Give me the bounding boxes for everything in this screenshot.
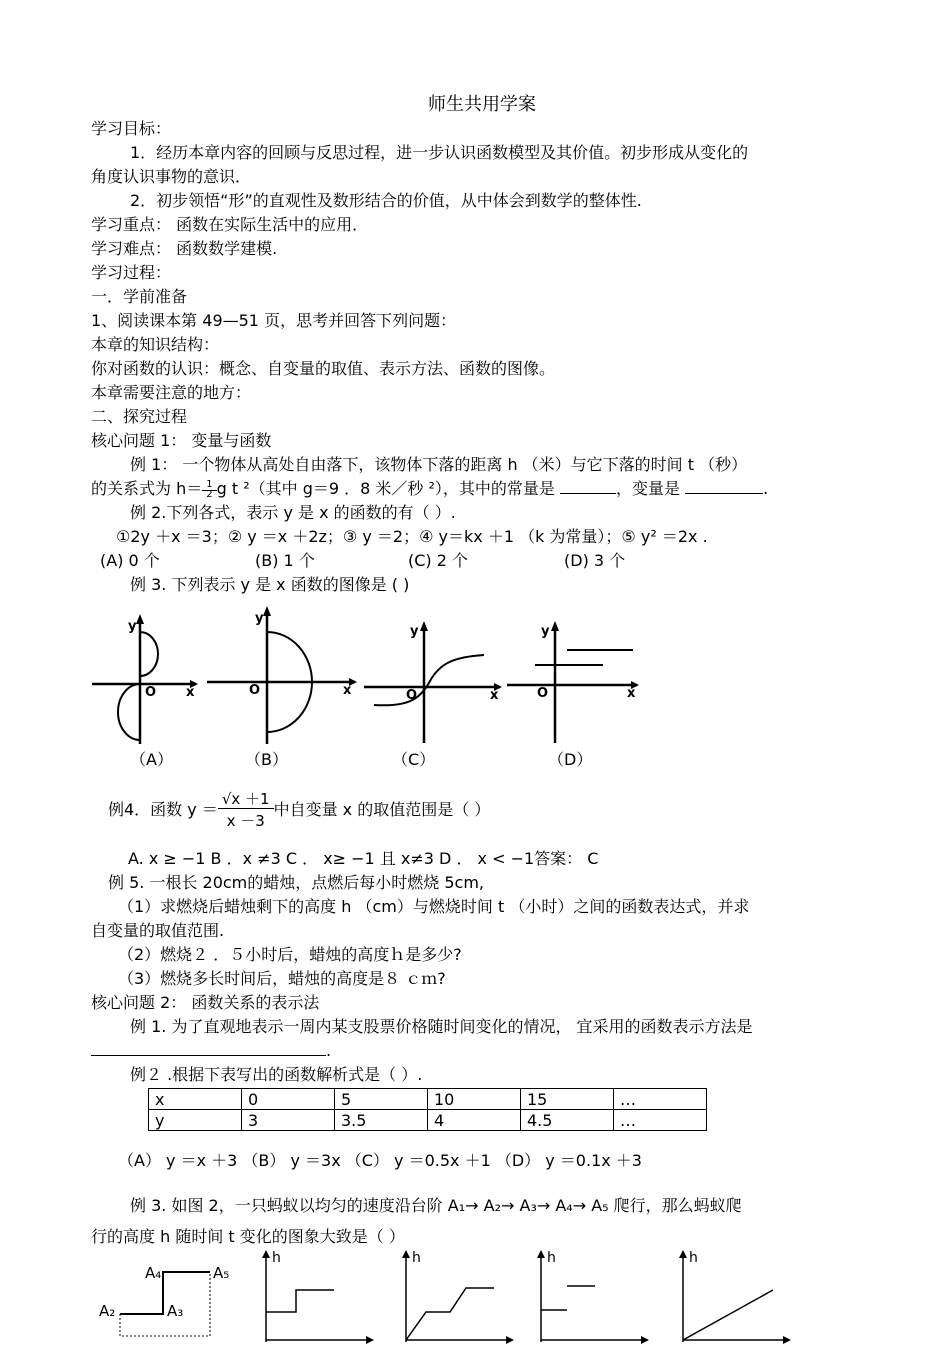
table-cell: 3.5: [335, 1110, 428, 1131]
value-table: [148, 1088, 707, 1131]
h-graph-b-label: h: [412, 1250, 421, 1266]
section-2-heading: 二、探究过程: [91, 407, 188, 426]
example-5-q1-b: 自变量的取值范围.: [91, 921, 225, 940]
example-4-suffix: 中自变量 x 的取值范围是（ ）: [273, 800, 491, 819]
h-graph-c: [533, 1248, 653, 1344]
section-1-heading: 一．学前准备: [91, 287, 188, 306]
example-4-denominator: x －3: [226, 812, 265, 830]
example-4-question: [108, 788, 490, 832]
h-graph-b: [398, 1248, 518, 1344]
h-graph-d: [675, 1248, 795, 1344]
goal-1-line-a: 1．经历本章内容的回顾与反思过程，进一步认识函数模型及其价值。初步形成从变化的: [130, 143, 749, 162]
example-2-question: 例 2.下列各式，表示 y 是 x 的函数的有（ ）.: [130, 503, 456, 522]
example-4-numerator: √x ＋1: [218, 790, 274, 809]
table-cell: …: [614, 1110, 707, 1131]
table-row-y: [149, 1110, 707, 1131]
fraction-numerator: 1: [202, 479, 216, 491]
example-3-question: 例 3. 下列表示 y 是 x 函数的图像是 ( ): [130, 575, 410, 594]
example-4-fraction: [218, 788, 274, 832]
example-2-choice-b: (B) 1 个: [255, 551, 315, 570]
example-1-formula-rest: g t ²（其中 g＝9 ．8 米／秒 ²），其中的常量是: [216, 479, 555, 498]
representation-blank[interactable]: [91, 1041, 326, 1056]
example-2-choice-d: (D) 3 个: [564, 551, 626, 570]
graph-c-origin: O: [406, 688, 418, 703]
table-cell: 15: [521, 1089, 614, 1110]
graph-d: [505, 615, 645, 745]
example-2-choice-c: (C) 2 个: [408, 551, 469, 570]
graph-b-y-label: y: [255, 611, 264, 626]
variable-label: ，变量是: [616, 479, 681, 498]
goals-label: 学习目标：: [91, 119, 172, 138]
graph-b-label: （B）: [245, 750, 288, 769]
core2-example-3-line-b: 行的高度 h 随时间 t 变化的图象大致是（ ）: [91, 1227, 405, 1246]
graph-d-origin: O: [537, 686, 549, 701]
graph-d-x-label: x: [627, 686, 636, 701]
knowledge-structure: 本章的知识结构：: [91, 335, 220, 354]
key-point: 学习重点： 函数在实际生活中的应用．: [91, 215, 369, 234]
graph-a: [90, 610, 200, 745]
table-cell: 4: [428, 1110, 521, 1131]
example-2-choice-a: (A) 0 个: [100, 551, 160, 570]
fraction-denominator: 2: [206, 488, 213, 500]
graph-c-x-label: x: [490, 688, 499, 703]
core2-example-1-answer: [91, 1041, 331, 1061]
table-cell: 5: [335, 1089, 428, 1110]
table-cell: y: [149, 1110, 242, 1131]
core2-example-1-end: .: [326, 1041, 332, 1060]
example-1-formula-start: 的关系式为 h＝: [91, 479, 203, 498]
graph-b-origin: O: [249, 683, 261, 698]
graph-d-y-label: y: [541, 624, 550, 639]
graph-c-label: （C）: [392, 750, 436, 769]
example-5-q2: （2）燃烧２ ．５小时后，蜡烛的高度ｈ是多少?: [118, 945, 462, 964]
graph-a-y-label: y: [128, 619, 137, 634]
reading-task: 1、阅读课本第 49—51 页，思考并回答下列问题：: [91, 311, 457, 330]
graph-b: [205, 602, 360, 745]
page-title: 师生共用学案: [428, 94, 536, 115]
constant-blank[interactable]: [560, 479, 616, 494]
stair-label-a5: A₅: [213, 1264, 230, 1282]
graph-a-origin: O: [145, 685, 157, 700]
stair-label-a2: A₂: [99, 1302, 116, 1320]
variable-blank[interactable]: [685, 479, 763, 494]
core-question-1: 核心问题 1： 变量与函数: [91, 431, 272, 450]
graph-a-label: （A）: [130, 750, 173, 769]
core2-example-2: 例２ .根据下表写出的函数解析式是（ ）.: [130, 1065, 423, 1084]
table-cell: x: [149, 1089, 242, 1110]
example-5-q1-a: （1）求燃烧后蜡烛剩下的高度 h （cm）与燃烧时间 t （小时）之间的函数表达式，并求: [118, 897, 750, 916]
graph-a-x-label: x: [186, 685, 195, 700]
example-5: 例 5. 一根长 20cm的蜡烛，点燃后每小时燃烧 5cm,: [108, 873, 485, 892]
stair-label-a3: A₃: [167, 1302, 184, 1320]
graph-d-label: （D）: [548, 750, 593, 769]
example-5-q3: （3）燃烧多长时间后，蜡烛的高度是８ ｃｍ?: [118, 969, 446, 988]
table-cell: …: [614, 1089, 707, 1110]
attention-points: 本章需要注意的地方：: [91, 383, 252, 402]
staircase-figure: [95, 1262, 245, 1346]
half-fraction: [202, 480, 216, 500]
example-1-end: .: [763, 479, 769, 498]
core2-example-1: 例 1. 为了直观地表示一周内某支股票价格随时间变化的情况， 宜采用的函数表示方法是: [130, 1017, 753, 1036]
example-1-line-b: [91, 479, 768, 500]
h-graph-d-label: h: [689, 1250, 698, 1266]
graph-b-x-label: x: [343, 683, 352, 698]
example-1-line-a: 例 1： 一个物体从高处自由落下，该物体下落的距离 h （米）与它下落的时间 t （秒）: [130, 455, 748, 474]
h-graph-c-label: h: [547, 1250, 556, 1266]
example-2-items: ①2y ＋x ＝3；② y ＝x ＋2z；③ y ＝2；④ y＝kx ＋1 （k 为常量）；⑤ y² ＝2x .: [116, 527, 708, 546]
core2-example-3-line-a: 例 3. 如图 2，一只蚂蚁以均匀的速度沿台阶 A₁→ A₂→ A₃→ A₄→ A₅ 爬行，那么蚂蚁爬: [130, 1196, 742, 1215]
goal-1-line-b: 角度认识事物的意识．: [91, 167, 252, 186]
graph-c-y-label: y: [410, 624, 419, 639]
table-cell: 10: [428, 1089, 521, 1110]
table-cell: 4.5: [521, 1110, 614, 1131]
core-question-2: 核心问题 2： 函数关系的表示法: [91, 993, 320, 1012]
function-understanding: 你对函数的认识：概念、自变量的取值、表示方法、函数的图像。: [91, 359, 556, 378]
h-graph-a-label: h: [272, 1250, 281, 1266]
core2-example-2-options: （A） y ＝x ＋3 （B） y ＝3x （C） y ＝0.5x ＋1 （D） y ＝0.1x ＋3: [118, 1151, 642, 1170]
stair-label-a4: A₄: [145, 1264, 162, 1282]
example-4-options: A. x ≥ −1 B ．x ≠3 C ． x≥ −1 且 x≠3 D ． x < −1答案： C: [128, 849, 599, 868]
graph-c: [362, 615, 507, 745]
example-4-prefix: 例4．函数 y ＝: [108, 800, 218, 819]
process-label: 学习过程：: [91, 263, 172, 282]
goal-2: 2．初步领悟“形”的直观性及数形结合的价值，从中体会到数学的整体性.: [130, 191, 642, 210]
h-graph-a: [258, 1248, 378, 1344]
table-row-x: [149, 1089, 707, 1110]
difficulty: 学习难点： 函数数学建模.: [91, 239, 278, 258]
table-cell: 3: [242, 1110, 335, 1131]
table-cell: 0: [242, 1089, 335, 1110]
